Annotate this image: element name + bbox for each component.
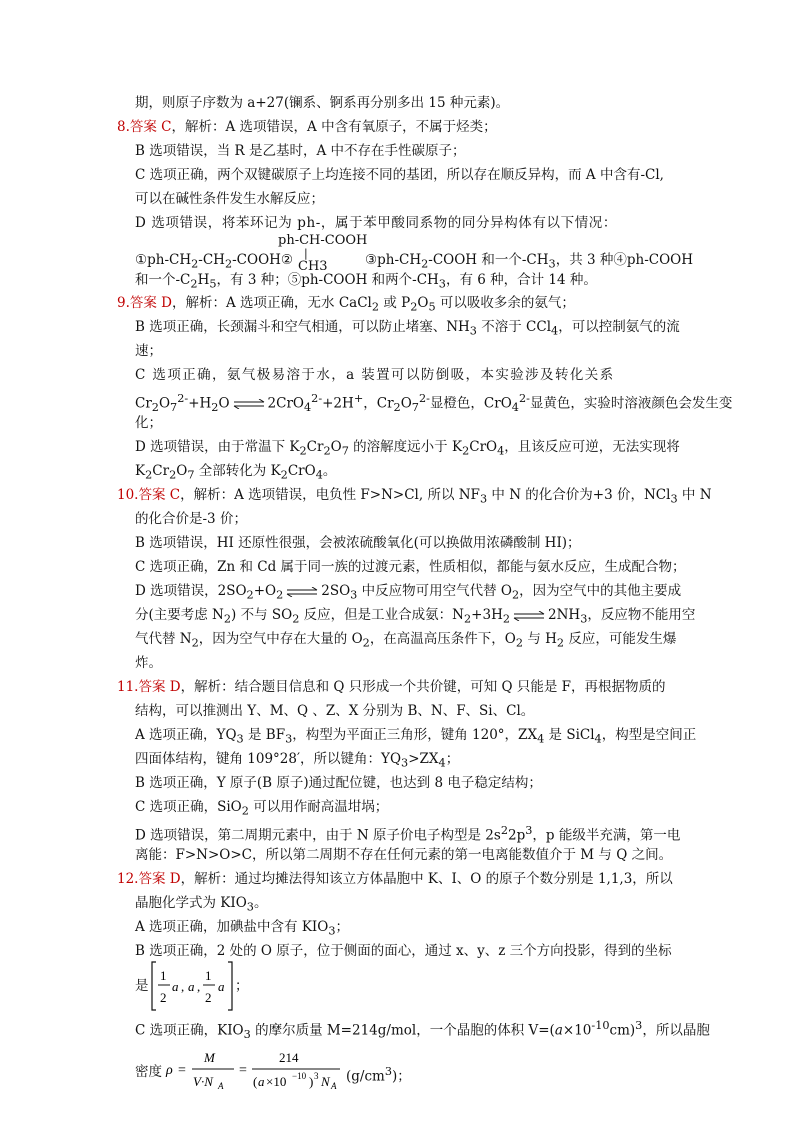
text-line: 期，则原子序数为 a+27(镧系、锕系再分别多出 15 种元素)。 — [135, 95, 510, 111]
text-line: D 选项错误，将苯环记为 ph-，属于苯甲酸同系物的同分异构体有以下情况： — [135, 215, 618, 231]
text-line: $Cr_2O_7^{2-}+H_2O$ 2CrO$_4^{2-}$+2H+，$Cr_2O_7^{2-}$显橙色，CrO$_4^{2-}$显黄色，实验时溶液颜色会发生变 — [135, 392, 733, 415]
svg-text:(: ( — [253, 1074, 258, 1089]
text-line: A 选项正确，$YQ_3$ 是 $BF_3$，构型为平面正三角形，键角 120°，$ZX_4$ 是 SiCl$_4$，构型是空间正 — [135, 727, 697, 746]
answer-label-9: 9.答案 D — [117, 295, 172, 311]
text-line: A 选项正确，加碘盐中含有 $KIO_3$； — [135, 919, 349, 938]
text-line: C 选项正确，$KIO_3$ 的摩尔质量 M=214g/mol，一个晶胞的体积 $V=(a\times 10^{-10}cm)^3$，所以晶胞 — [135, 1019, 710, 1042]
svg-text:a: a — [172, 979, 179, 994]
answer-9: 9.答案 D，解析：A 选项正确，无水 CaCl$_2$ 或 $P_2O_5$ 可以吸收多余的氨气； — [117, 295, 575, 314]
equilibrium-arrow-icon — [286, 587, 318, 597]
svg-text:214: 214 — [279, 1050, 299, 1065]
text-line: B 选项错误，当 R 是乙基时，A 中不存在手性碳原子； — [135, 143, 466, 159]
text-line: D 选项错误，由于常温下 $K_2Cr_2O_7$ 的溶解度远小于 $K_2CrO_4$，且该反应可逆，无法实现将 — [135, 439, 680, 458]
svg-text:a: a — [218, 979, 225, 994]
svg-text:1: 1 — [205, 968, 212, 983]
svg-text:): ) — [309, 1074, 314, 1089]
svg-text:3: 3 — [314, 1071, 319, 1081]
equilibrium-arrow-icon — [233, 399, 265, 409]
answer-label-8: 8.答案 C — [117, 119, 172, 135]
text-line: 化； — [135, 415, 162, 431]
svg-text:=: = — [239, 1063, 247, 1078]
svg-text:=: = — [178, 1063, 186, 1078]
svg-text:×10: ×10 — [266, 1074, 287, 1089]
text-line: C 选项正确，Zn 和 Cd 属于同一族的过渡元素，性质相似，都能与氨水反应，生成配合物； — [135, 559, 686, 575]
text-line: B 选项正确，长颈漏斗和空气相通，可以防止堵塞、$NH_3$ 不溶于 CCl$_4$，可以控制氨气的流 — [135, 319, 680, 338]
text-line: C 选项正确，氨气极易溶于水，a 装置可以防倒吸，本实验涉及转化关系 — [135, 367, 615, 383]
density-formula — [164, 1044, 344, 1094]
svg-text:−10: −10 — [292, 1071, 307, 1081]
text-line: 四面体结构，键角 109°28′，所以键角：$YQ_3>ZX_4$； — [135, 751, 460, 770]
text-line: 晶胞化学式为 $KIO_3$。 — [135, 895, 268, 914]
svg-text:2: 2 — [205, 990, 212, 1005]
text-line: 和一个$-C_2H_5$，有 3 种；⑤ph-COOH 和两个$-CH_3$，有 6 种，合计 14 种。 — [135, 272, 597, 291]
text-line: $K_2Cr_2O_7$ 全部转化为 $K_2CrO_4$。 — [135, 463, 337, 482]
answer-12: 12.答案 D，解析：通过均摊法得知该立方体晶胞中 K、I、O 的原子个数分别是 1,1,3，所以 — [117, 871, 673, 887]
svg-text:A: A — [331, 1081, 337, 1091]
answer-8: 8.答案 C，解析：A 选项错误，A 中含有氧原子，不属于烃类； — [117, 119, 497, 135]
text-line: B 选项错误，HI 还原性很强，会被浓硫酸氧化(可以换做用浓磷酸制 HI)； — [135, 535, 581, 551]
text-line: 是 — [135, 978, 149, 994]
svg-text:A: A — [218, 1081, 224, 1091]
text-line: D 选项错误，第二周期元素中，由于 N 原子价电子构型是 $2s^22p^3$，p 能级半充满，第一电 — [135, 824, 681, 844]
svg-text:,: , — [181, 979, 185, 994]
text-line: 分(主要考虑 $N_2$) 不与 $SO_2$ 反应，但是工业合成氨：$N_2+3H_2$ $2NH_3$，反应物不能用空 — [135, 607, 696, 626]
text-line: 离能：F>N>O>C，所以第二周期不存在任何元素的第一电离能数值介于 M 与 Q 之间。 — [135, 847, 673, 863]
text-line: 速； — [135, 343, 162, 359]
text-line: 结构，可以推测出 Y、M、Q 、Z、X 分别为 B、N、F、Si、Cl。 — [135, 703, 535, 719]
svg-text:,: , — [197, 979, 201, 994]
text-line: ①ph-$CH_2-CH_2$-COOH② — [135, 252, 294, 271]
text-line: 密度 — [135, 1064, 162, 1080]
text-line: 可以在碱性条件发生水解反应； — [135, 191, 324, 207]
structure-formula: ph-CH-COOH | CH3 — [278, 233, 368, 274]
svg-text:a: a — [258, 1074, 265, 1089]
text-line: 炸。 — [135, 655, 162, 671]
answer-label-12: 12.答案 D — [117, 871, 181, 887]
text-line: $(g/cm^3)$； — [346, 1065, 411, 1085]
text-line: ； — [235, 978, 249, 994]
text-line: 的化合价是-3 价； — [135, 511, 247, 527]
equilibrium-arrow-icon — [513, 611, 545, 621]
svg-text:M: M — [204, 1050, 215, 1065]
text-line: 气代替 $N_2$，因为空气中存在大量的 $O_2$，在高温高压条件下，$O_2$ 与 $H_2$ 反应，可能发生爆 — [135, 631, 677, 650]
svg-text:N: N — [321, 1074, 330, 1089]
svg-text:V·N: V·N — [193, 1074, 213, 1089]
text-line: B 选项正确，2 处的 O 原子，位于侧面的面心，通过 x、y、z 三个方向投影，得到的坐标 — [135, 943, 672, 959]
answer-label-11: 11.答案 D — [117, 679, 181, 695]
text-line: C 选项正确，两个双键碳原子上均连接不同的基团，所以存在顺反异构，而 A 中含有-Cl, — [135, 167, 664, 183]
svg-text:2: 2 — [160, 990, 167, 1005]
text-line: ③ph-$CH_2$-COOH 和一个$-CH_3$，共 3 种④ph-COOH — [365, 252, 694, 271]
answer-11: 11.答案 D，解析：结合题目信息和 Q 只形成一个共价键，可知 Q 只能是 F，再根据物质的 — [117, 679, 666, 695]
text-line: D 选项错误，$2SO_2+O_2$ $2SO_3$ 中反应物可用空气代替 $O_2$，因为空气中的其他主要成 — [135, 583, 682, 602]
text-line: C 选项正确，SiO$_2$ 可以用作耐高温坩埚； — [135, 799, 389, 818]
svg-text:ρ: ρ — [166, 1063, 173, 1078]
answer-10: 10.答案 C，解析：A 选项错误，电负性 F>N>Cl, 所以 $NF_3$ 中 N 的化合价为+3 价，NCl$_3$ 中 N — [117, 487, 712, 506]
answer-label-10: 10.答案 C — [117, 487, 181, 503]
svg-text:1: 1 — [160, 968, 167, 983]
svg-text:a: a — [188, 979, 195, 994]
text-line: B 选项正确，Y 原子(B 原子)通过配位键，也达到 8 电子稳定结构； — [135, 775, 542, 791]
